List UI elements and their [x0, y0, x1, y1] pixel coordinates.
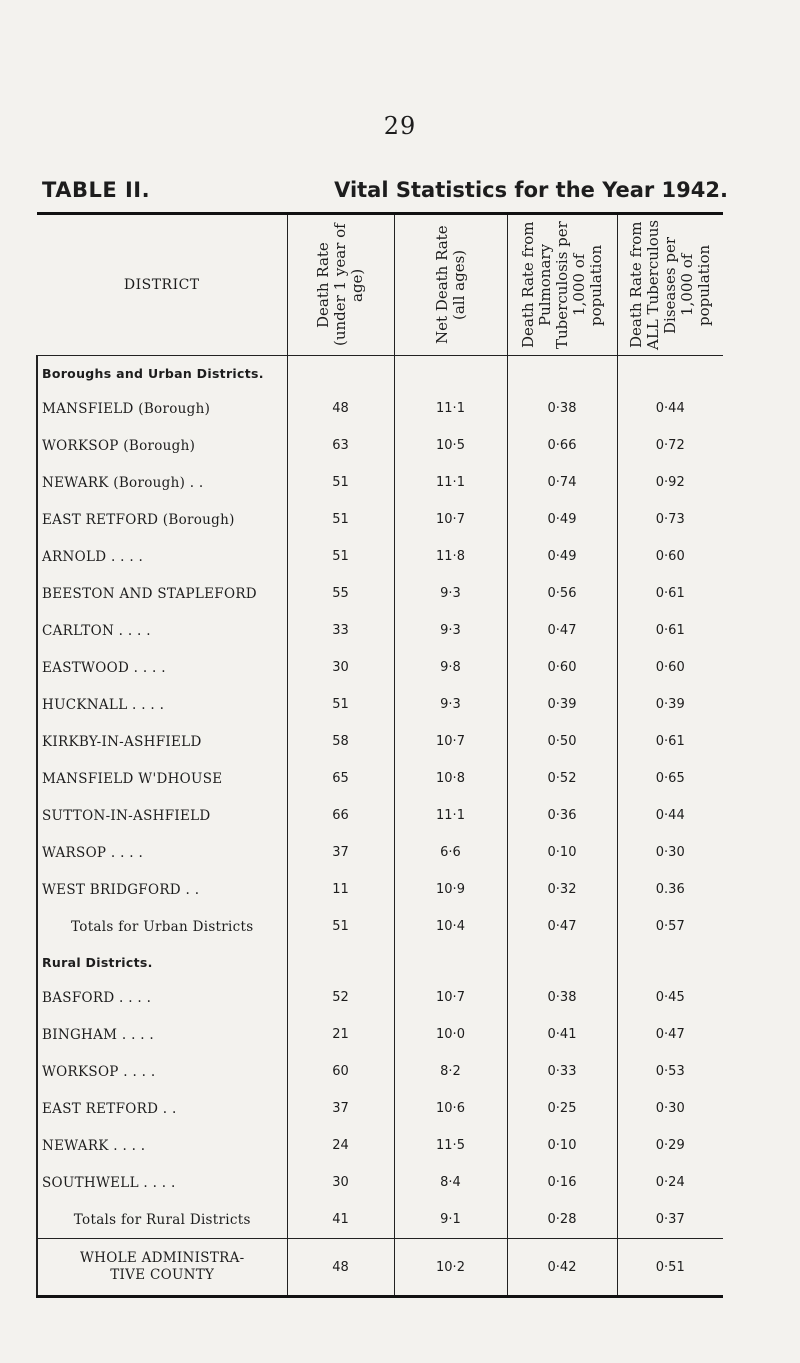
- table-row: [37, 501, 723, 538]
- infant-death-rate: 51: [287, 686, 394, 723]
- column-header-all-tb-rate: [617, 214, 723, 356]
- net-death-rate: 9·3: [394, 686, 507, 723]
- net-death-rate: 10·4: [394, 908, 507, 945]
- all-tb-rate: 0·24: [617, 1164, 723, 1201]
- net-death-rate: 10·8: [394, 760, 507, 797]
- urban-total-row: [37, 908, 723, 945]
- all-tb-rate: 0·61: [617, 612, 723, 649]
- net-death-rate: 9·3: [394, 575, 507, 612]
- net-death-rate: 10·0: [394, 1016, 507, 1053]
- pulmonary-tb-rate: 0·42: [507, 1239, 617, 1297]
- table-row: [37, 1164, 723, 1201]
- district-name: WORKSOP . . . .: [37, 1053, 287, 1090]
- district-name: Totals for Urban Districts: [37, 908, 287, 945]
- table-row: [37, 871, 723, 908]
- column-header-net-death-rate: [394, 214, 507, 356]
- table-title: Vital Statistics for the Year 1942.: [334, 178, 728, 202]
- all-tb-rate: 0·57: [617, 908, 723, 945]
- pulmonary-tb-rate: 0·38: [507, 390, 617, 427]
- infant-death-rate: 11: [287, 871, 394, 908]
- net-death-rate: 9·8: [394, 649, 507, 686]
- whole-county-line-1: WHOLE ADMINISTRA-: [79, 1250, 245, 1266]
- district-name: SUTTON-IN-ASHFIELD: [37, 797, 287, 834]
- table-row: [37, 612, 723, 649]
- district-name: KIRKBY-IN-ASHFIELD: [37, 723, 287, 760]
- all-tb-rate: 0·39: [617, 686, 723, 723]
- all-tb-rate: 0·72: [617, 427, 723, 464]
- empty-cell: [617, 945, 723, 979]
- infant-death-rate: 30: [287, 649, 394, 686]
- pulmonary-tb-rate: 0·16: [507, 1164, 617, 1201]
- all-tb-rate: 0·30: [617, 1090, 723, 1127]
- pulmonary-tb-rate: 0·49: [507, 538, 617, 575]
- table-row: [37, 797, 723, 834]
- all-tb-rate: 0·47: [617, 1016, 723, 1053]
- infant-death-rate: 60: [287, 1053, 394, 1090]
- pulmonary-tb-rate: 0·25: [507, 1090, 617, 1127]
- infant-death-rate: 51: [287, 501, 394, 538]
- pulmonary-tb-rate: 0·39: [507, 686, 617, 723]
- infant-death-rate: 51: [287, 908, 394, 945]
- district-name: WARSOP . . . .: [37, 834, 287, 871]
- infant-death-rate: 37: [287, 834, 394, 871]
- table-row: [37, 390, 723, 427]
- district-name: HUCKNALL . . . .: [37, 686, 287, 723]
- net-death-rate: 11·1: [394, 797, 507, 834]
- table-row: [37, 575, 723, 612]
- pulmonary-tb-rate: 0·32: [507, 871, 617, 908]
- all-tb-rate: 0·92: [617, 464, 723, 501]
- table-row: [37, 834, 723, 871]
- column-header-all-tb-label: Death Rate from ALL Tuberculous Diseases per 1,000 of population: [626, 219, 713, 351]
- table-row: [37, 760, 723, 797]
- infant-death-rate: 65: [287, 760, 394, 797]
- table-row: [37, 686, 723, 723]
- infant-death-rate: 37: [287, 1090, 394, 1127]
- section-row-rural: [37, 945, 723, 979]
- infant-death-rate: 58: [287, 723, 394, 760]
- all-tb-rate: 0·61: [617, 723, 723, 760]
- district-name: NEWARK . . . .: [37, 1127, 287, 1164]
- infant-death-rate: 33: [287, 612, 394, 649]
- infant-death-rate: 66: [287, 797, 394, 834]
- district-name: CARLTON . . . .: [37, 612, 287, 649]
- district-name: MANSFIELD W'DHOUSE: [37, 760, 287, 797]
- pulmonary-tb-rate: 0·33: [507, 1053, 617, 1090]
- table-label: TABLE II.: [42, 178, 151, 202]
- page-number: 29: [383, 112, 417, 140]
- net-death-rate: 8·4: [394, 1164, 507, 1201]
- pulmonary-tb-rate: 0·47: [507, 908, 617, 945]
- all-tb-rate: 0·60: [617, 649, 723, 686]
- pulmonary-tb-rate: 0·50: [507, 723, 617, 760]
- pulmonary-tb-rate: 0·47: [507, 612, 617, 649]
- rural-total-row: [37, 1201, 723, 1239]
- pulmonary-tb-rate: 0·38: [507, 979, 617, 1016]
- column-header-net-label: Net Death Rate (all ages): [432, 225, 468, 345]
- pulmonary-tb-rate: 0·28: [507, 1201, 617, 1239]
- district-name: MANSFIELD (Borough): [37, 390, 287, 427]
- district-name: EASTWOOD . . . .: [37, 649, 287, 686]
- vital-statistics-table: [36, 212, 723, 1298]
- infant-death-rate: 48: [287, 1239, 394, 1297]
- net-death-rate: 10·7: [394, 723, 507, 760]
- infant-death-rate: 52: [287, 979, 394, 1016]
- table-row: [37, 1127, 723, 1164]
- table-row: [37, 723, 723, 760]
- net-death-rate: 10·6: [394, 1090, 507, 1127]
- infant-death-rate: 48: [287, 390, 394, 427]
- infant-death-rate: 51: [287, 538, 394, 575]
- column-header-infant-label: Death Rate (under 1 year of age): [314, 223, 366, 347]
- pulmonary-tb-rate: 0·74: [507, 464, 617, 501]
- header-row: [37, 214, 723, 356]
- net-death-rate: 10·7: [394, 501, 507, 538]
- all-tb-rate: 0·44: [617, 390, 723, 427]
- pulmonary-tb-rate: 0·52: [507, 760, 617, 797]
- net-death-rate: 11·1: [394, 390, 507, 427]
- infant-death-rate: 30: [287, 1164, 394, 1201]
- district-name: ARNOLD . . . .: [37, 538, 287, 575]
- infant-death-rate: 21: [287, 1016, 394, 1053]
- table-row: [37, 1090, 723, 1127]
- pulmonary-tb-rate: 0·41: [507, 1016, 617, 1053]
- pulmonary-tb-rate: 0·10: [507, 834, 617, 871]
- table-row: [37, 427, 723, 464]
- table-row: [37, 538, 723, 575]
- district-name: BEESTON AND STAPLEFORD: [37, 575, 287, 612]
- empty-cell: [394, 945, 507, 979]
- table-row: [37, 649, 723, 686]
- district-name: BINGHAM . . . .: [37, 1016, 287, 1053]
- all-tb-rate: 0·44: [617, 797, 723, 834]
- district-name: NEWARK (Borough) . .: [37, 464, 287, 501]
- net-death-rate: 11·5: [394, 1127, 507, 1164]
- net-death-rate: 10·2: [394, 1239, 507, 1297]
- all-tb-rate: 0·65: [617, 760, 723, 797]
- net-death-rate: 10·9: [394, 871, 507, 908]
- net-death-rate: 9·3: [394, 612, 507, 649]
- infant-death-rate: 63: [287, 427, 394, 464]
- empty-cell: [287, 945, 394, 979]
- all-tb-rate: 0·61: [617, 575, 723, 612]
- all-tb-rate: 0·73: [617, 501, 723, 538]
- pulmonary-tb-rate: 0·66: [507, 427, 617, 464]
- section-heading-rural: Rural Districts.: [37, 945, 287, 979]
- net-death-rate: 11·1: [394, 464, 507, 501]
- section-row-urban: [37, 356, 723, 391]
- net-death-rate: 8·2: [394, 1053, 507, 1090]
- net-death-rate: 9·1: [394, 1201, 507, 1239]
- empty-cell: [507, 945, 617, 979]
- table-row: [37, 464, 723, 501]
- whole-county-line-2: TIVE COUNTY: [110, 1267, 215, 1283]
- district-name: EAST RETFORD . .: [37, 1090, 287, 1127]
- district-name: BASFORD . . . .: [37, 979, 287, 1016]
- pulmonary-tb-rate: 0·60: [507, 649, 617, 686]
- district-name: [37, 1239, 287, 1297]
- district-name: SOUTHWELL . . . .: [37, 1164, 287, 1201]
- infant-death-rate: 51: [287, 464, 394, 501]
- table-row: [37, 979, 723, 1016]
- district-name: Totals for Rural Districts: [37, 1201, 287, 1239]
- all-tb-rate: 0·37: [617, 1201, 723, 1239]
- all-tb-rate: 0·60: [617, 538, 723, 575]
- district-name: WEST BRIDGFORD . .: [37, 871, 287, 908]
- whole-county-row: [37, 1239, 723, 1297]
- pulmonary-tb-rate: 0·10: [507, 1127, 617, 1164]
- all-tb-rate: 0.36: [617, 871, 723, 908]
- section-heading-urban: Boroughs and Urban Districts.: [37, 356, 287, 391]
- all-tb-rate: 0·45: [617, 979, 723, 1016]
- all-tb-rate: 0·30: [617, 834, 723, 871]
- infant-death-rate: 41: [287, 1201, 394, 1239]
- table-row: [37, 1053, 723, 1090]
- pulmonary-tb-rate: 0·56: [507, 575, 617, 612]
- column-header-district: DISTRICT: [37, 214, 287, 356]
- pulmonary-tb-rate: 0·36: [507, 797, 617, 834]
- net-death-rate: 10·5: [394, 427, 507, 464]
- district-name: EAST RETFORD (Borough): [37, 501, 287, 538]
- district-name: WORKSOP (Borough): [37, 427, 287, 464]
- all-tb-rate: 0·51: [617, 1239, 723, 1297]
- infant-death-rate: 24: [287, 1127, 394, 1164]
- table-row: [37, 1016, 723, 1053]
- all-tb-rate: 0·53: [617, 1053, 723, 1090]
- infant-death-rate: 55: [287, 575, 394, 612]
- column-header-pulmonary-tb-rate: [507, 214, 617, 356]
- net-death-rate: 11·8: [394, 538, 507, 575]
- pulmonary-tb-rate: 0·49: [507, 501, 617, 538]
- net-death-rate: 10·7: [394, 979, 507, 1016]
- column-header-pulmonary-label: Death Rate from Pulmonary Tuberculosis per 1,000 of population: [518, 221, 605, 349]
- column-header-infant-death-rate: [287, 214, 394, 356]
- all-tb-rate: 0·29: [617, 1127, 723, 1164]
- net-death-rate: 6·6: [394, 834, 507, 871]
